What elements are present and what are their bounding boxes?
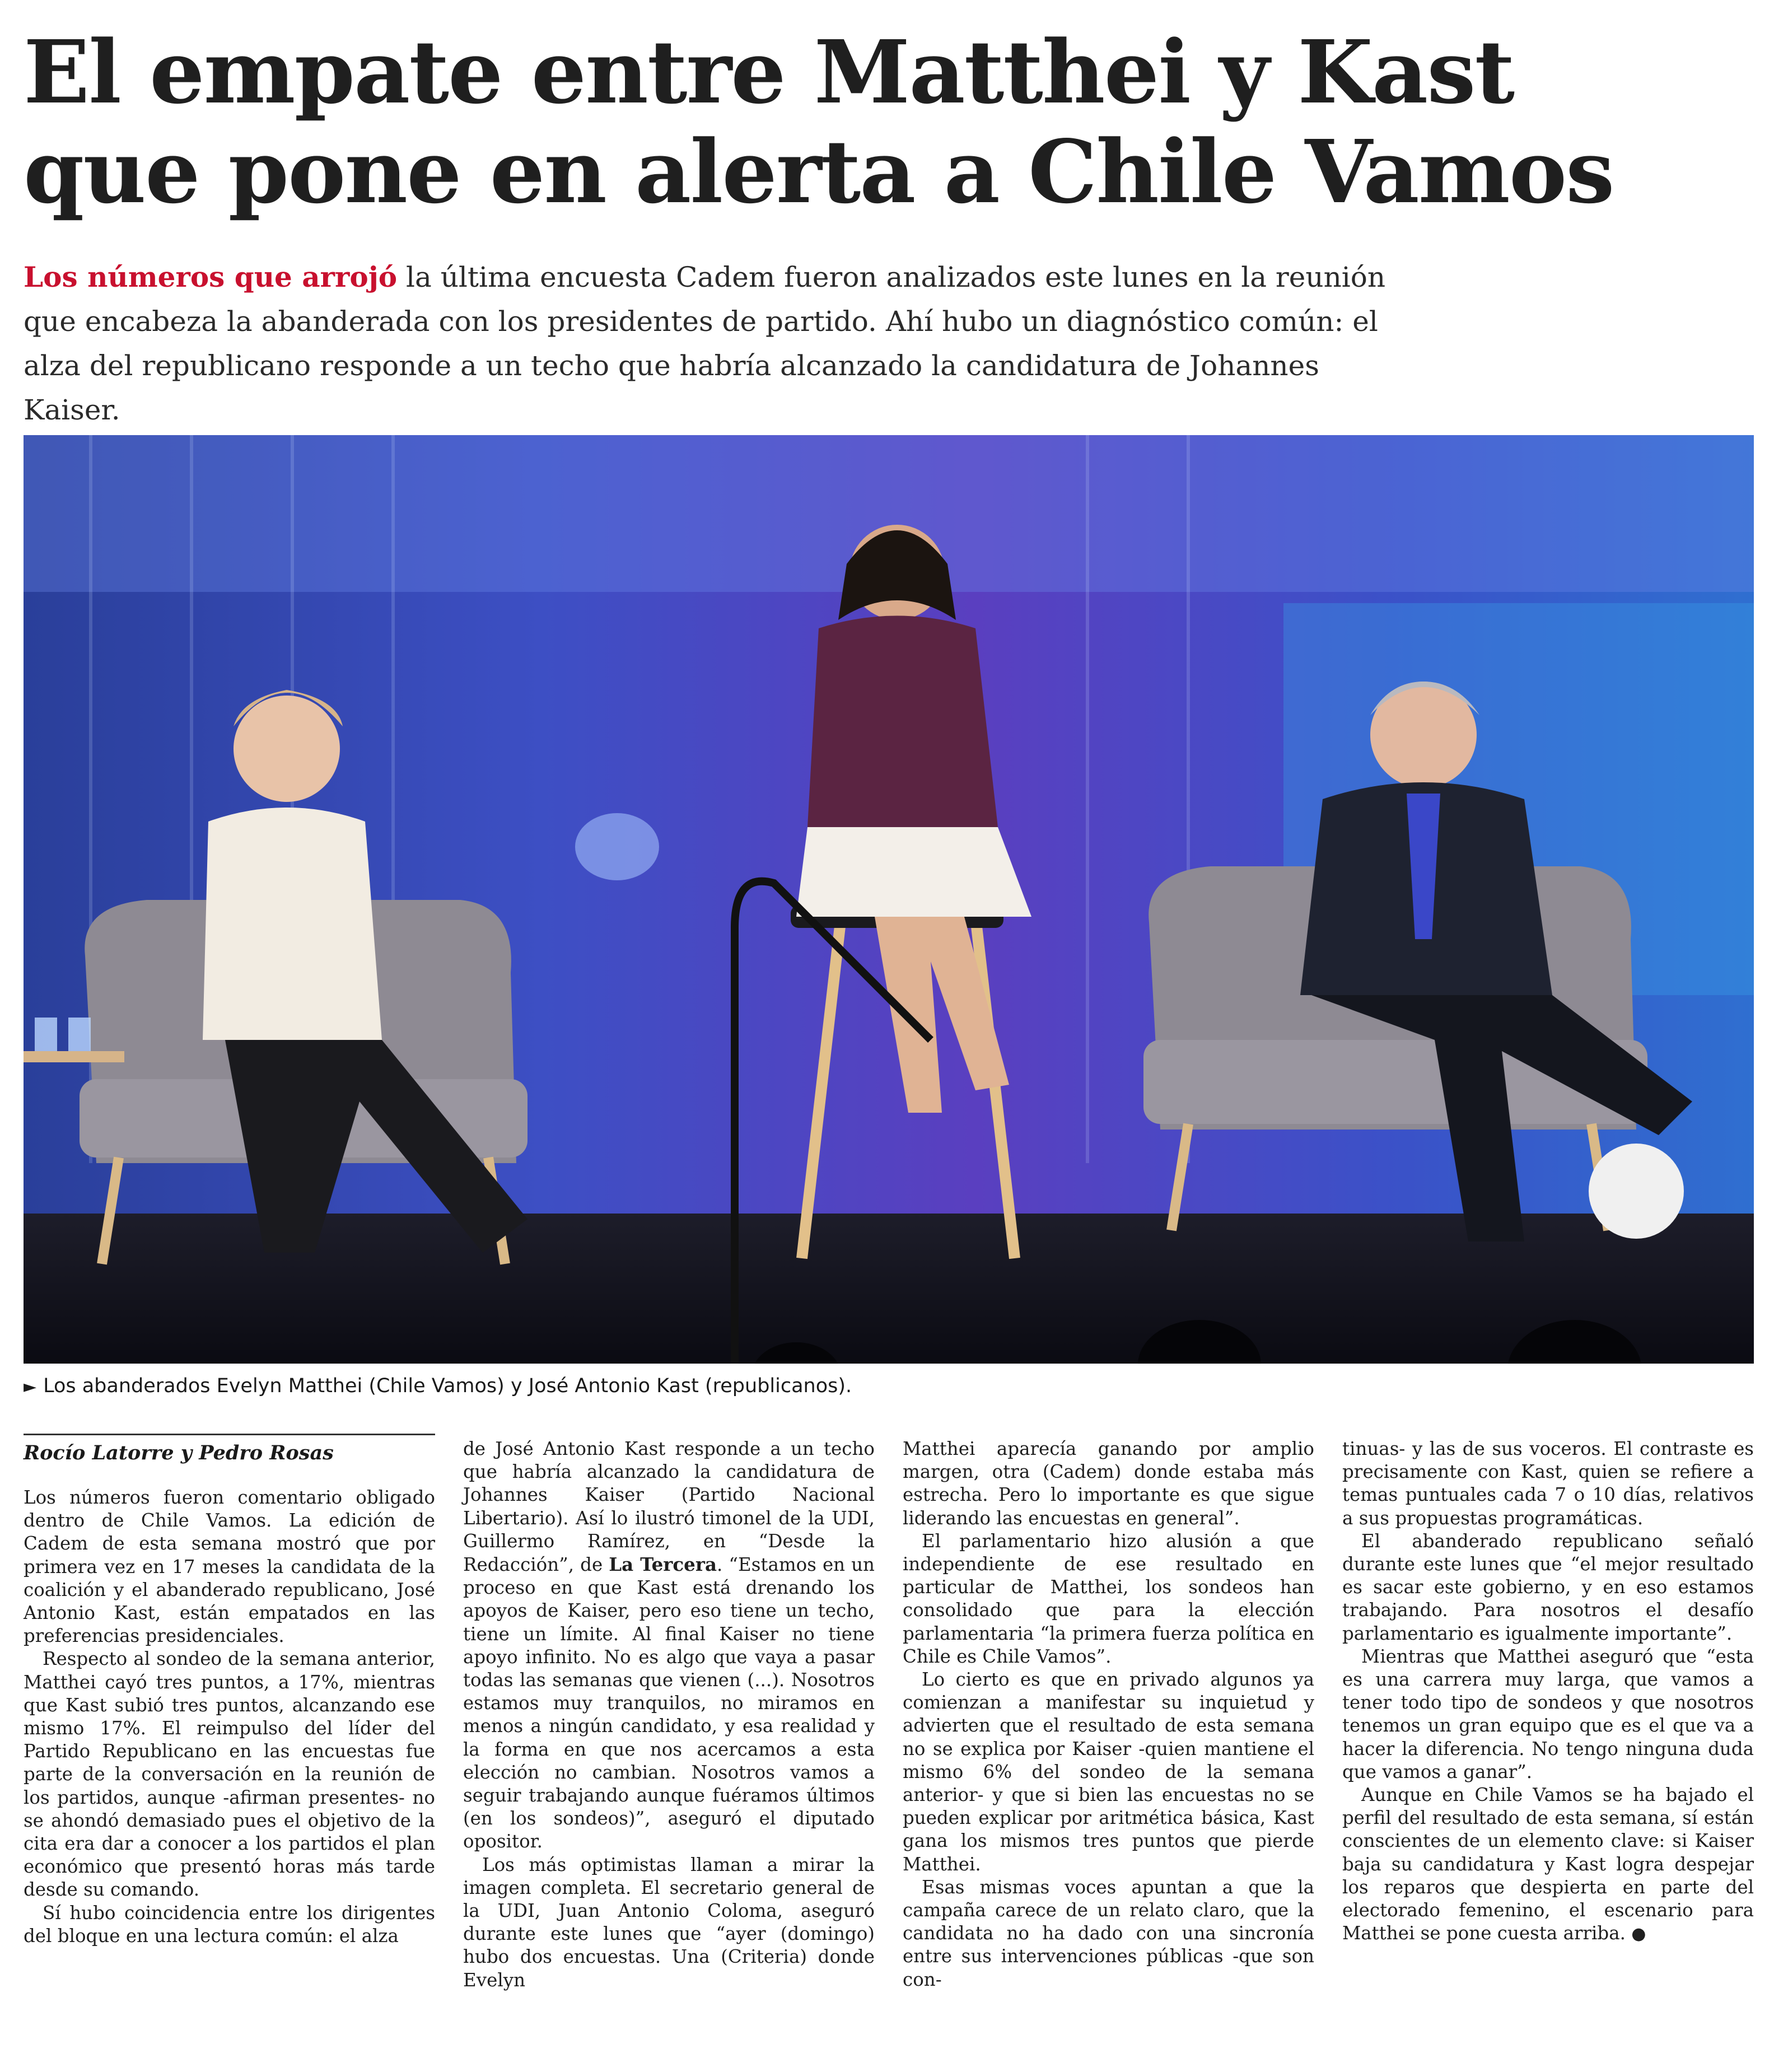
paragraph: El abanderado republicano señaló durante este lunes que “el mejor resultado es sacar este gobierno, y en eso estamos trabajando. Para nosotros el desafío parlamentario es igualmente importante”. [1342, 1530, 1754, 1644]
paragraph [463, 1438, 875, 1854]
paragraph [1342, 1784, 1754, 1945]
column-1 [24, 1486, 435, 1948]
column-2 [463, 1438, 875, 1992]
paragraph: Los más optimistas llaman a mirar la imagen completa. El secretario general de la UDI, Juan Antonio Coloma, aseguró durante este lunes que “ayer (domingo) hubo dos encuestas. Una (Criteria) donde Evelyn [463, 1854, 875, 1991]
paragraph-text: Aunque en Chile Vamos se ha bajado el perfil del resultado de esta semana, sí están conscientes de un elemento clave: si Kaiser baja su candidatura y Kast logra despejar los reparos que despierta en parte del electorado femenino, el escenario para Matthei se pone cuesta arriba. [1342, 1784, 1754, 1944]
paragraph-text: de José Antonio Kast responde a un techo que habría alcanzado la candidatura de Johannes Kaiser (Partido Nacional Libertario). Así lo ilustró timonel de la UDI, Guillermo Ramírez, en “Desde la Redacción”, de [463, 1438, 875, 1576]
stage-illustration [24, 435, 1754, 1364]
end-mark-icon: ● [1631, 1924, 1646, 1944]
lead-text: la última encuesta Cadem fueron analizados este lunes en la reunión que encabeza la abanderada con los presidentes de partido. Ahí hubo un diagnóstico común: el alza del republicano responde a un techo que habría alcanzado la candidatura de Johannes Kaiser. [24, 261, 1386, 426]
paragraph: Esas mismas voces apuntan a que la campaña carece de un relato claro, que la candidata no ha dado con una sincronía entre sus intervenciones públicas -que son con- [903, 1876, 1314, 1990]
byline: Rocío Latorre y Pedro Rosas [24, 1434, 435, 1467]
publication-name: La Tercera [609, 1553, 717, 1576]
column-4 [1342, 1438, 1754, 1945]
paragraph: Respecto al sondeo de la semana anterior, Matthei cayó tres puntos, a 17%, mientras que Kast subió tres puntos, alcanzando ese mismo 17%. El reimpulso del líder del Partido Republicano en las encuestas fue parte de la conversación en la reunión de los partidos, aunque -afirman presentes- no se ahondó demasiado pues el objetivo de la cita era dar a conocer a los partidos el plan económico que presentó horas más tarde desde su comando. [24, 1648, 435, 1901]
caption-marker-icon: ► [24, 1377, 37, 1397]
headline [24, 22, 1748, 222]
lead-paragraph [24, 255, 1412, 432]
paragraph: Mientras que Matthei aseguró que “esta es una carrera muy larga, que vamos a tener todo tipo de sondeos y que nosotros tenemos un gran equipo que es el que va a hacer la diferencia. No tengo ninguna duda que vamos a ganar”. [1342, 1645, 1754, 1782]
column-3 [903, 1438, 1314, 1991]
caption-text: Los abanderados Evelyn Matthei (Chile Vamos) y José Antonio Kast (republicanos). [43, 1375, 852, 1397]
paragraph: Sí hubo coincidencia entre los dirigentes del bloque en una lectura común: el alza [24, 1902, 435, 1947]
paragraph-text: . “Estamos en un proceso en que Kast está drenando los apoyos de Kaiser, pero eso tiene un techo, tiene un límite. Al final Kaiser no tiene apoyo infinito. No es algo que vaya a pasar todas las semanas que vienen (...). Nosotros estamos muy tranquilos, no miramos en menos a ningún candidato, y esa realidad y la forma en que nos acercamos a esta elección no cambian. Nosotros vamos a seguir trabajando aunque fuéramos últimos (en los sondeos)”, aseguró el diputado opositor. [463, 1554, 875, 1852]
photo-caption [24, 1372, 1748, 1401]
paragraph: El parlamentario hizo alusión a que independiente de ese resultado en particular de Matthei, los sondeos han consolidado que para la elección parlamentaria “la primera fuerza política en Chile es Chile Vamos”. [903, 1530, 1314, 1667]
lead-kicker: Los números que arrojó [24, 260, 398, 293]
paragraph: Los números fueron comentario obligado dentro de Chile Vamos. La edición de Cadem de esta semana mostró que por primera vez en 17 meses la candidata de la coalición y el abanderado republicano, José Antonio Kast, están empatados en las preferencias presidenciales. [24, 1487, 435, 1647]
headline-line-1: El empate entre Matthei y Kast [24, 21, 1514, 123]
headline-line-2: que pone en alerta a Chile Vamos [24, 120, 1614, 223]
paragraph: tinuas- y las de sus voceros. El contraste es precisamente con Kast, quien se refiere a temas puntuales cada 7 o 10 días, relativos a sus propuestas programáticas. [1342, 1438, 1754, 1529]
paragraph: Matthei aparecía ganando por amplio margen, otra (Cadem) donde estaba más estrecha. Pero lo importante es que sigue liderando las encuestas en general”. [903, 1438, 1314, 1529]
paragraph: Lo cierto es que en privado algunos ya comienzan a manifestar su inquietud y advierten que el resultado de esta semana no se explica por Kaiser -quien mantiene el mismo 6% del sondeo de la semana anterior- y que si bien las encuestas no se pueden explicar por aritmética básica, Kast gana los mismos tres puntos que pierde Matthei. [903, 1669, 1314, 1875]
news-photo [24, 435, 1754, 1364]
